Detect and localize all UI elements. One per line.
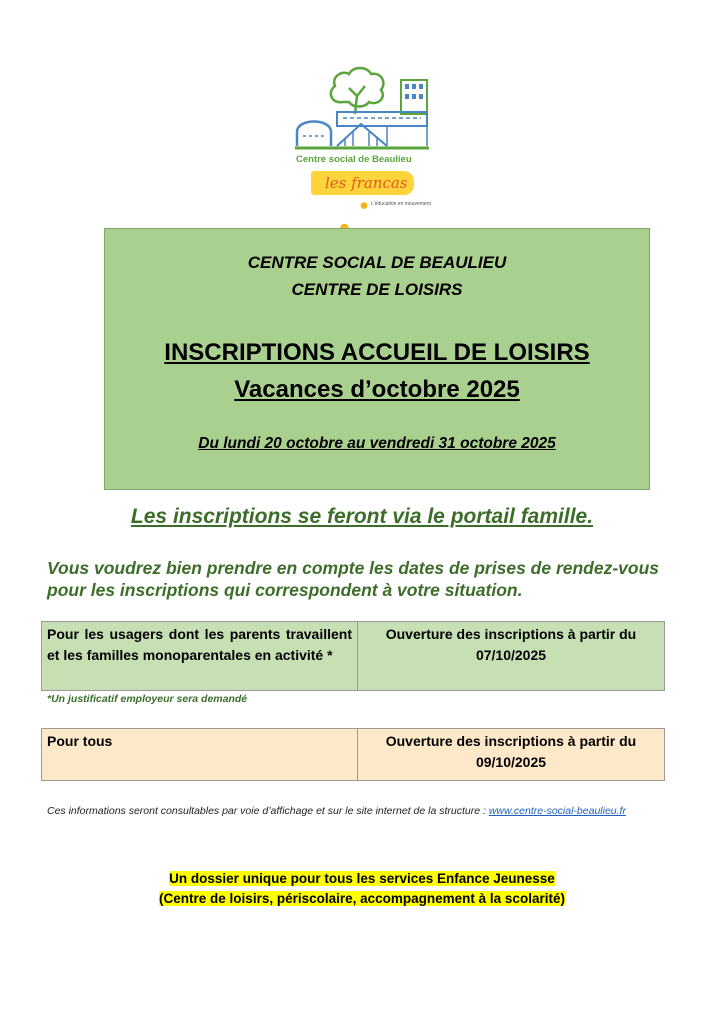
audience-text: Pour tous — [47, 733, 113, 749]
audience-cell — [42, 729, 358, 781]
main-title: INSCRIPTIONS ACCUEIL DE LOISIRS — [164, 339, 590, 366]
holiday-dates: Du lundi 20 octobre au vendredi 31 octobre 2025 — [198, 435, 556, 452]
main-subtitle: Vacances d’octobre 2025 — [234, 376, 520, 403]
logo — [291, 62, 437, 214]
dossier-notice — [0, 869, 724, 909]
opening-date: 07/10/2025 — [475, 647, 547, 663]
dossier-line-1: Un dossier unique pour tous les services Enfance Jeunesse — [169, 871, 555, 886]
portal-announcement: Les inscriptions se feront via le portail famille. — [130, 505, 594, 528]
schedule-table-all — [41, 728, 665, 781]
opening-label: Ouverture des inscriptions à partir du — [385, 626, 637, 642]
footnote: *Un justificatif employeur sera demandé — [47, 693, 248, 705]
opening-cell — [358, 622, 665, 691]
info-line — [47, 805, 626, 817]
info-text: Ces informations seront consultables par voie d’affichage et sur le site internet de la structure : — [47, 805, 489, 817]
website-link[interactable]: www.centre-social-beaulieu.fr — [488, 805, 626, 817]
dossier-line-2: (Centre de loisirs, périscolaire, accompagnement à la scolarité) — [159, 891, 565, 906]
opening-cell — [358, 729, 665, 781]
schedule-table-priority — [41, 621, 665, 691]
francas-badge — [311, 171, 414, 195]
logo-tagline: L'éducation en mouvement — [371, 201, 431, 207]
opening-date: 09/10/2025 — [475, 754, 547, 770]
logo-name: Centre social de Beaulieu — [296, 154, 412, 165]
audience-text: Pour les usagers dont les parents travaillent et les familles monoparentales en activité * — [47, 626, 352, 663]
francas-brand: les francas — [325, 174, 408, 192]
table-row — [42, 622, 665, 691]
opening-label: Ouverture des inscriptions à partir du — [385, 733, 637, 749]
header-line-2: CENTRE DE LOISIRS — [291, 280, 463, 299]
audience-cell — [42, 622, 358, 691]
table-row — [42, 729, 665, 781]
header-box — [104, 228, 650, 490]
header-line-1: CENTRE SOCIAL DE BEAULIEU — [247, 253, 507, 272]
appointment-notice: Vous voudrez bien prendre en compte les dates de prises de rendez-vous pour les inscriptions qui correspondent à votre situation. — [47, 558, 660, 600]
